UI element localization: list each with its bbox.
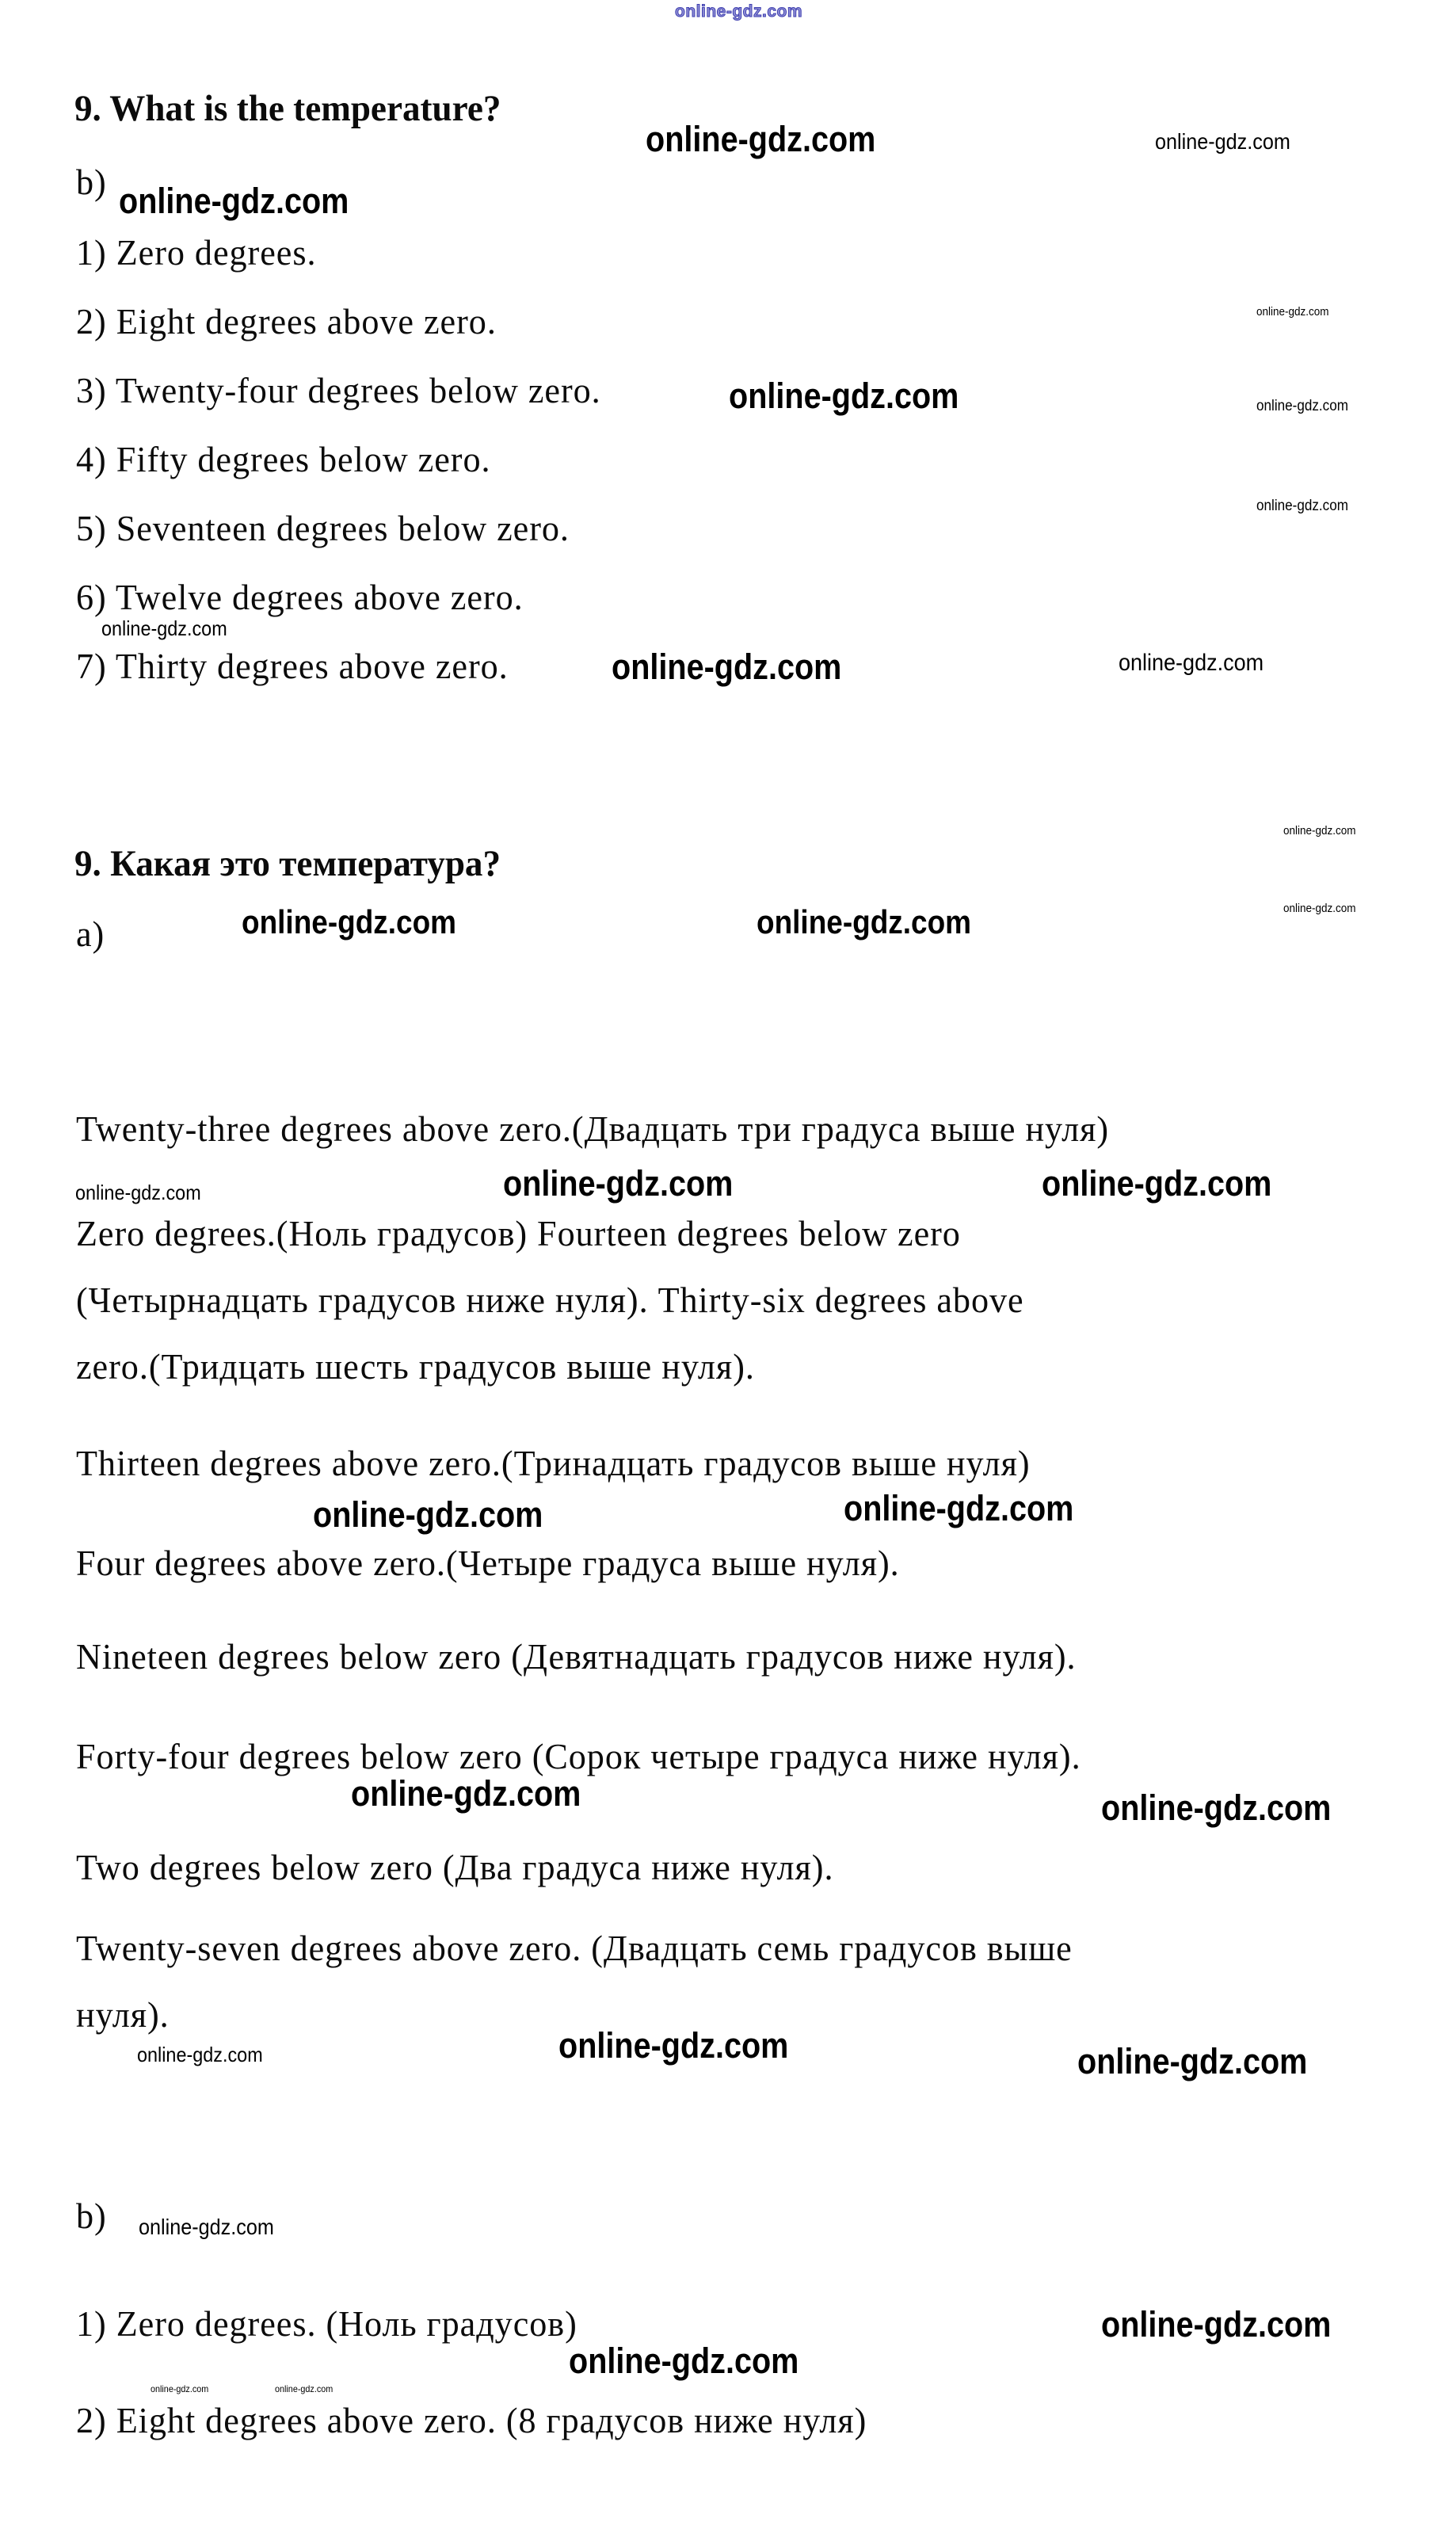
watermark-bottom-right: online-gdz.com: [1101, 2304, 1332, 2345]
watermark-part-a-2: online-gdz.com: [757, 903, 972, 941]
watermark-mid-1: online-gdz.com: [313, 1494, 543, 1535]
answer-line: Thirteen degrees above zero.(Тринадцать градусов выше нуля): [76, 1443, 1031, 1483]
part-a-label: a): [76, 914, 105, 954]
answer-line: нуля).: [76, 1994, 170, 2035]
watermark-right-small-3: online-gdz.com: [1256, 498, 1348, 514]
option-en-2: 2) Eight degrees above zero.: [76, 301, 497, 341]
watermark-bottom-tiny-1: online-gdz.com: [151, 2383, 209, 2394]
answer-line: Twenty-seven degrees above zero. (Двадцать семь градусов выше: [76, 1928, 1073, 1968]
option-en-7: 7) Thirty degrees above zero.: [76, 646, 509, 686]
watermark-row2-small: online-gdz.com: [137, 2043, 263, 2066]
watermark-after-part-label: online-gdz.com: [119, 181, 349, 221]
answer-line: (Четырнадцать градусов ниже нуля). Thirty-six degrees above: [76, 1280, 1024, 1320]
watermark-row2-center: online-gdz.com: [558, 2025, 789, 2066]
part-b-label-ru: b): [76, 2196, 107, 2236]
answer-line: Forty-four degrees below zero (Сорок четыре градуса ниже нуля).: [76, 1736, 1081, 1776]
watermark-right-tiny-2: online-gdz.com: [1283, 902, 1356, 915]
watermark-top-center: online-gdz.com: [675, 2, 802, 21]
answer-line: Nineteen degrees below zero (Девятнадцать градусов ниже нуля).: [76, 1636, 1077, 1677]
watermark-after-part-b: online-gdz.com: [139, 2215, 274, 2239]
exercise-en-heading: 9. What is the temperature?: [74, 88, 501, 129]
answer-line: Zero degrees.(Ноль градусов) Fourteen degrees below zero: [76, 1213, 961, 1253]
answer-line: Four degrees above zero.(Четыре градуса выше нуля).: [76, 1543, 900, 1583]
option-en-4: 4) Fifty degrees below zero.: [76, 439, 491, 479]
part-b-label-en: b): [76, 162, 107, 202]
watermark-mid-3: online-gdz.com: [351, 1773, 581, 1814]
answer-line: Two degrees below zero (Два градуса ниже нуля).: [76, 1847, 834, 1887]
watermark-part-a-1: online-gdz.com: [242, 903, 457, 941]
answer-line: Twenty-three degrees above zero.(Двадцать три градуса выше нуля): [76, 1108, 1110, 1149]
watermark-right-small-2: online-gdz.com: [1256, 398, 1348, 414]
watermark-right-tiny-1: online-gdz.com: [1283, 824, 1356, 837]
watermark-after-option-3: online-gdz.com: [729, 376, 959, 416]
watermark-row2-right: online-gdz.com: [1077, 2041, 1308, 2081]
watermark-after-heading: online-gdz.com: [646, 119, 876, 159]
answer-line: zero.(Тридцать шесть градусов выше нуля).: [76, 1346, 755, 1387]
watermark-row1-center: online-gdz.com: [503, 1163, 734, 1204]
exercise-ru-heading: 9. Какая это температура?: [74, 843, 501, 884]
watermark-under-option-6: online-gdz.com: [101, 616, 227, 640]
watermark-row1-small: online-gdz.com: [75, 1181, 201, 1204]
watermark-after-option-7: online-gdz.com: [612, 647, 842, 687]
watermark-right-option-7: online-gdz.com: [1119, 650, 1264, 676]
watermark-mid-4: online-gdz.com: [1101, 1788, 1332, 1828]
option-en-5: 5) Seventeen degrees below zero.: [76, 508, 570, 548]
watermark-right-small-1: online-gdz.com: [1256, 305, 1329, 319]
watermark-bottom-tiny-2: online-gdz.com: [275, 2383, 334, 2394]
watermark-right-top: online-gdz.com: [1155, 129, 1290, 154]
option-en-1: 1) Zero degrees.: [76, 232, 317, 273]
watermark-bottom-center: online-gdz.com: [569, 2341, 799, 2381]
watermark-mid-2: online-gdz.com: [844, 1488, 1074, 1528]
option-en-3: 3) Twenty-four degrees below zero.: [76, 370, 601, 410]
option-ru-1: 1) Zero degrees. (Ноль градусов): [76, 2303, 577, 2344]
watermark-row1-right: online-gdz.com: [1042, 1163, 1272, 1204]
option-en-6: 6) Twelve degrees above zero.: [76, 577, 524, 617]
option-ru-2: 2) Eight degrees above zero. (8 градусов ниже нуля): [76, 2400, 867, 2440]
